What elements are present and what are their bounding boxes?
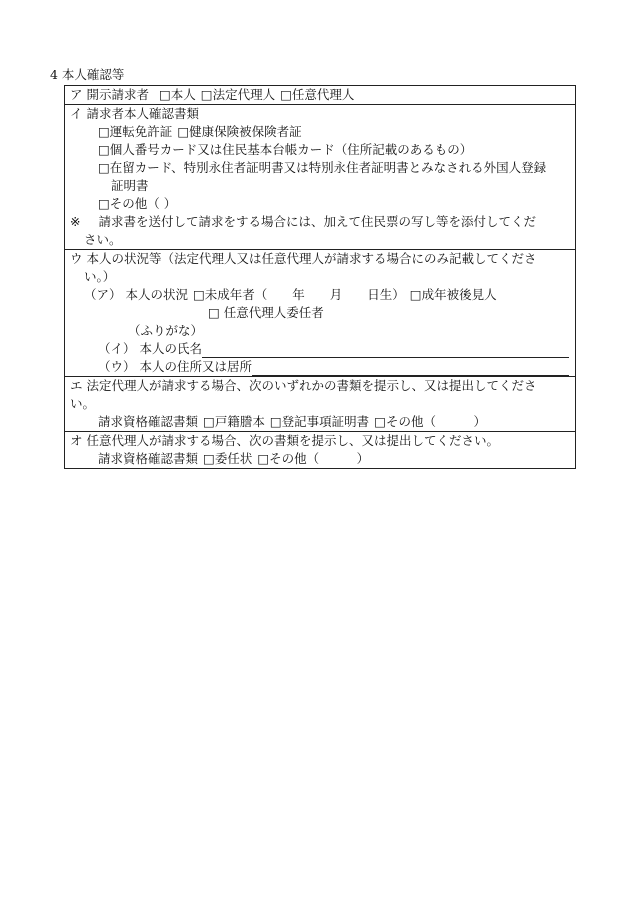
note-mark: ※ [70,214,81,229]
principal-name-input[interactable] [202,342,569,358]
checkbox-health-insurance[interactable]: □健康保険被保険者証 [177,124,302,139]
principal-address-label: （ウ） 本人の住所又は居所 [98,359,252,374]
note-text: 請求書を送付して請求をする場合には、加えて住民票の写し等を添付してくだ [98,214,536,229]
principal-status-title-1: ウ 本人の状況等（法定代理人又は任意代理人が請求する場合にのみ記載してくださ [70,251,537,266]
legal-agent-title-1: エ 法定代理人が請求する場合、次のいずれかの書類を提示し、又は提出してくださ [70,378,537,393]
section-heading: 4 本人確認等 [50,67,125,82]
legal-agent-doc-label: 請求資格確認書類 [98,414,199,429]
voluntary-agent-title: オ 任意代理人が請求する場合、次の書類を提示し、又は提出してください。 [70,433,499,448]
checkbox-other-id[interactable]: □その他（ ） [98,196,177,211]
checkbox-minor[interactable]: □未成年者（ 年 月 日生） [192,287,405,302]
status-label: （ア） 本人の状況 [84,287,188,302]
checkbox-voluntary-agent[interactable]: □任意代理人 [280,87,355,102]
principal-address-input[interactable] [252,360,569,376]
principal-name-label: （イ） 本人の氏名 [98,341,202,356]
checkbox-my-number-card[interactable]: □個人番号カード又は住民基本台帳カード（住所記載のあるもの） [98,142,473,157]
id-note-line-1 [70,213,571,231]
voluntary-agent-docs-row [70,450,571,468]
legal-agent-title-2: い。 [70,396,96,411]
residence-card-continuation [70,177,571,195]
id-documents-row-1 [70,123,571,141]
checkbox-legal-agent[interactable]: □法定代理人 [200,87,276,102]
checkbox-power-of-attorney[interactable]: □委任状 [203,451,253,466]
checkbox-voluntary-principal[interactable]: □ 任意代理人委任者 [208,305,324,320]
checkbox-voluntary-other[interactable]: □その他（ ） [257,451,370,466]
requester-row [70,86,571,104]
voluntary-agent-block [65,431,575,468]
requester-label: ア 開示請求者 [70,87,149,102]
legal-agent-docs-row [70,413,571,431]
principal-status-block [65,249,575,376]
checkbox-drivers-license[interactable]: □運転免許証 [98,124,173,139]
principal-name-row [70,340,571,358]
voluntary-agent-doc-label: 請求資格確認書類 [98,451,199,466]
principal-status-title-2: い。） [84,269,116,284]
furigana-label: （ふりがな） [128,323,204,338]
residence-card-continuation-text: 証明書 [111,178,149,193]
checkbox-family-register[interactable]: □戸籍謄本 [203,414,265,429]
checkbox-residence-card[interactable]: □在留カード、特別永住者証明書又は特別永住者証明書とみなされる外国人登録 [98,160,547,175]
principal-status-row [70,286,571,304]
checkbox-self[interactable]: □本人 [158,87,196,102]
principal-address-row [70,358,571,376]
identity-verification-form [64,85,576,469]
id-documents-block [65,104,575,249]
checkbox-adult-ward[interactable]: □成年被後見人 [409,287,497,302]
checkbox-legal-other[interactable]: □その他（ ） [374,414,486,429]
id-documents-title: イ 請求者本人確認書類 [70,106,199,121]
requester-block [65,86,575,104]
id-note-line-2: さい。 [84,232,122,247]
checkbox-registry-certificate[interactable]: □登記事項証明書 [269,414,370,429]
legal-agent-block [65,376,575,431]
